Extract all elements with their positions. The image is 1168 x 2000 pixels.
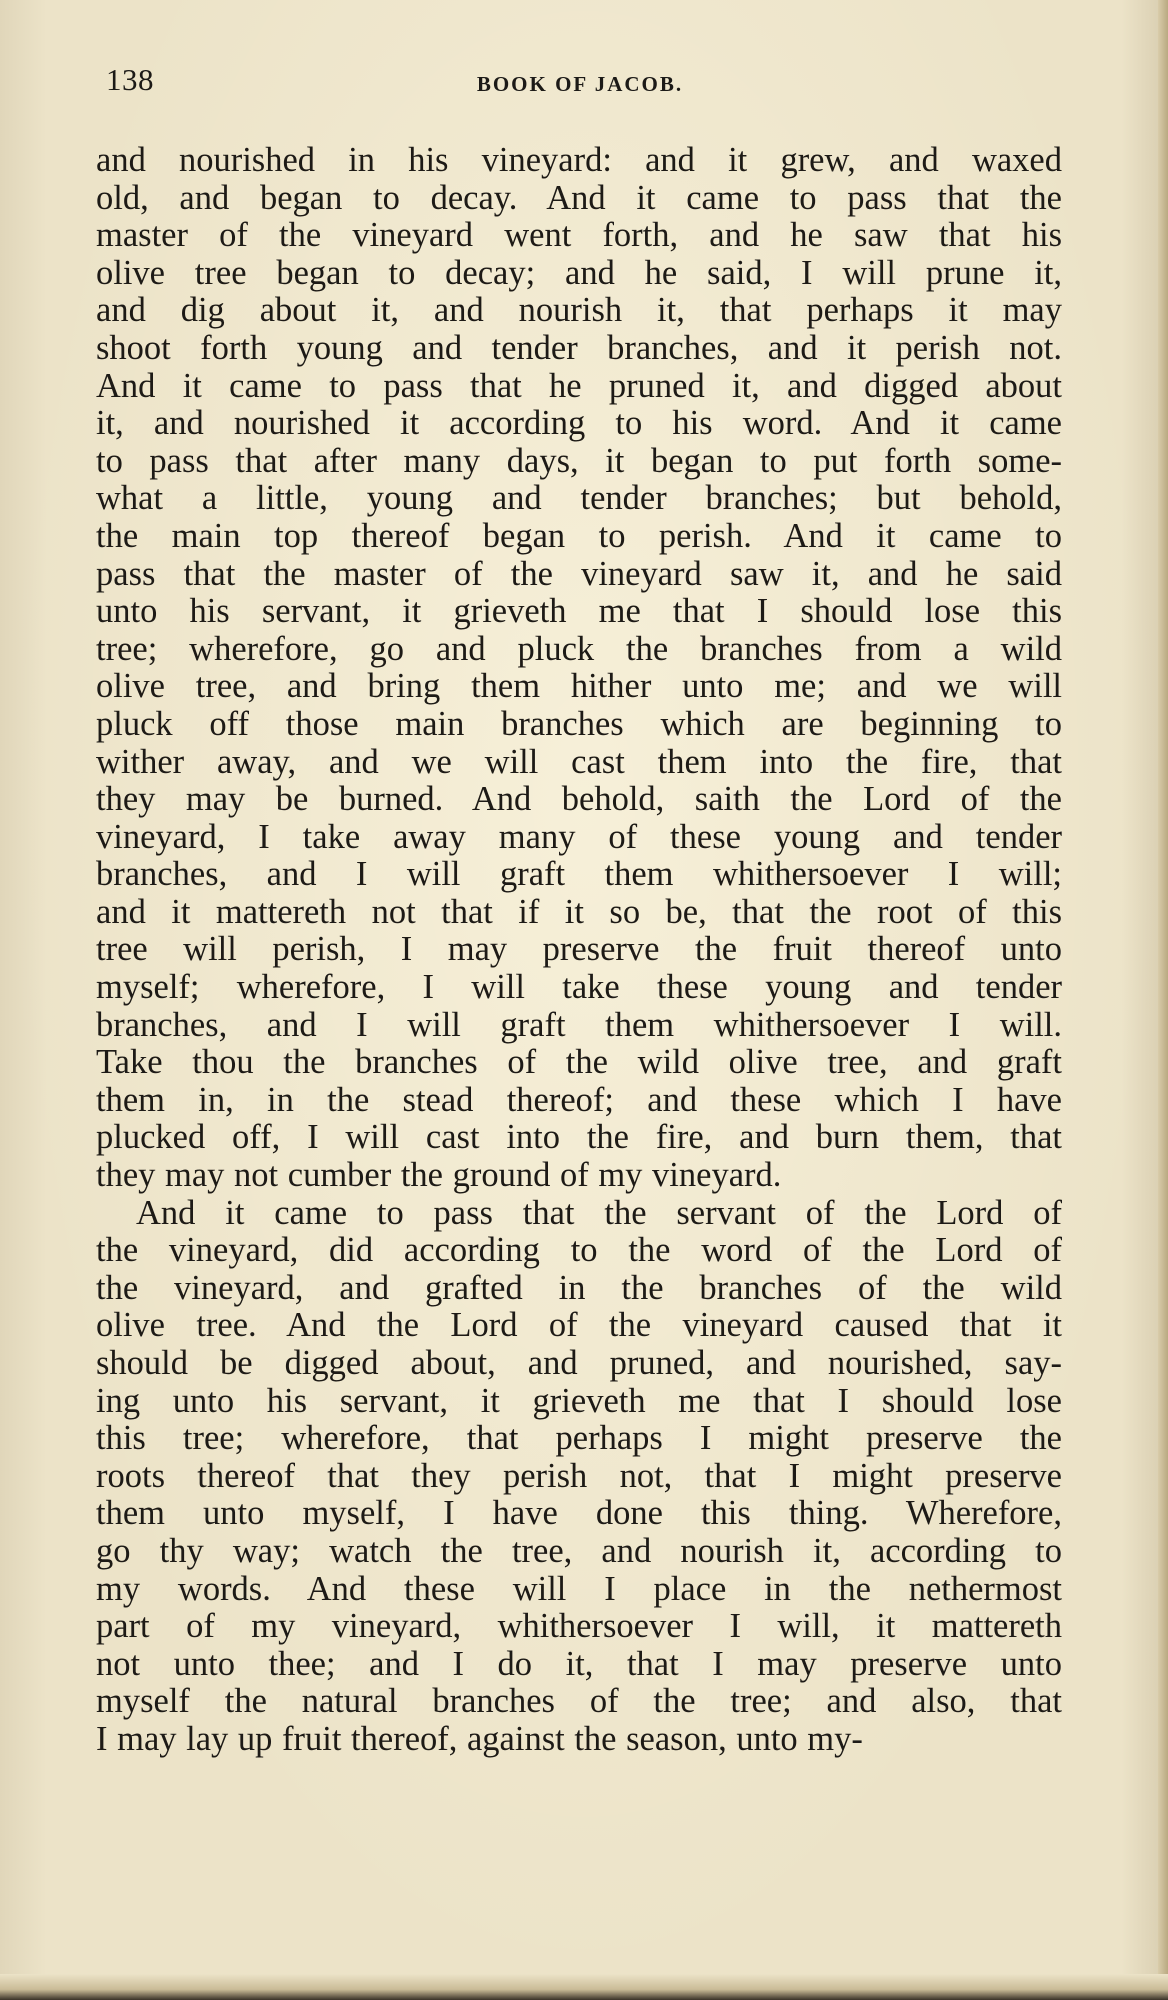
text-line: it, and nourished it according to his word. And it came [96,404,1062,443]
paragraph [96,142,1062,1195]
text-line: what a little, young and tender branches; but behold, [96,479,1062,518]
body-text [96,142,1062,1759]
paragraph [96,1195,1062,1759]
text-line: Take thou the branches of the wild olive tree, and graft [96,1043,1062,1082]
text-line: pass that the master of the vineyard saw it, and he said [96,554,1062,593]
text-line: And it came to pass that the servant of the Lord of [136,1193,1062,1232]
text-line: tree; wherefore, go and pluck the branches from a wild [96,629,1062,668]
text-line: roots thereof that they perish not, that I might preserve [96,1456,1062,1495]
text-line: pluck off those main branches which are beginning to [96,704,1062,743]
text-line: and it mattereth not that if it so be, that the root of this [96,892,1062,931]
text-line: the main top thereof began to perish. And it came to [96,516,1062,555]
text-line: not unto thee; and I do it, that I may preserve unto [96,1644,1062,1683]
text-line: the vineyard, and grafted in the branches of the wild [96,1268,1062,1307]
text-line: I may lay up fruit thereof, against the season, unto my- [96,1719,863,1758]
page-number: 138 [106,62,154,97]
text-line: this tree; wherefore, that perhaps I might preserve the [96,1419,1062,1458]
text-line: tree will perish, I may preserve the fruit thereof unto [96,930,1062,969]
text-line: vineyard, I take away many of these young and tender [96,817,1062,856]
text-line: branches, and I will graft them whithersoever I will; [96,855,1062,894]
text-line: them unto myself, I have done this thing. Wherefore, [96,1494,1062,1533]
text-line: and nourished in his vineyard: and it grew, and waxed [96,141,1062,179]
text-line: plucked off, I will cast into the fire, and burn them, that [96,1118,1062,1157]
page-edge-bottom [0,1974,1168,2000]
text-line: branches, and I will graft them whithersoever I will. [96,1005,1062,1044]
running-head: BOOK OF JACOB. [476,72,684,96]
text-line: them in, in the stead thereof; and these which I have [96,1080,1062,1119]
text-line: go thy way; watch the tree, and nourish it, according to [96,1531,1062,1570]
text-line: old, and began to decay. And it came to pass that the [96,178,1062,217]
text-line: master of the vineyard went forth, and he saw that his [96,216,1062,255]
text-line: olive tree. And the Lord of the vineyard caused that it [96,1306,1062,1345]
text-line: olive tree, and bring them hither unto me; and we will [96,667,1062,706]
text-line: ing unto his servant, it grieveth me that I should lose [96,1381,1062,1420]
text-line: they may be burned. And behold, saith the Lord of the [96,780,1062,819]
text-line: myself; wherefore, I will take these young and tender [96,968,1062,1007]
text-line: the vineyard, did according to the word of the Lord of [96,1231,1062,1270]
text-line: wither away, and we will cast them into the fire, that [96,742,1062,781]
text-line: part of my vineyard, whithersoever I will, it mattereth [96,1607,1062,1646]
page-header [100,58,1060,108]
text-line: unto his servant, it grieveth me that I should lose this [96,592,1062,631]
text-line: should be digged about, and pruned, and nourished, say- [96,1344,1062,1382]
text-line: olive tree began to decay; and he said, I will prune it, [96,253,1062,292]
text-line: shoot forth young and tender branches, and it perish not. [96,328,1062,367]
text-line: and dig about it, and nourish it, that perhaps it may [96,291,1062,330]
text-line: they may not cumber the ground of my vineyard. [96,1156,782,1195]
text-line: my words. And these will I place in the nethermost [96,1569,1062,1608]
page-edge-right [1158,0,1168,2000]
text-line: to pass that after many days, it began to put forth some- [96,441,1062,480]
text-line: myself the natural branches of the tree; and also, that [96,1682,1062,1721]
text-line: And it came to pass that he pruned it, and digged about [96,366,1062,405]
